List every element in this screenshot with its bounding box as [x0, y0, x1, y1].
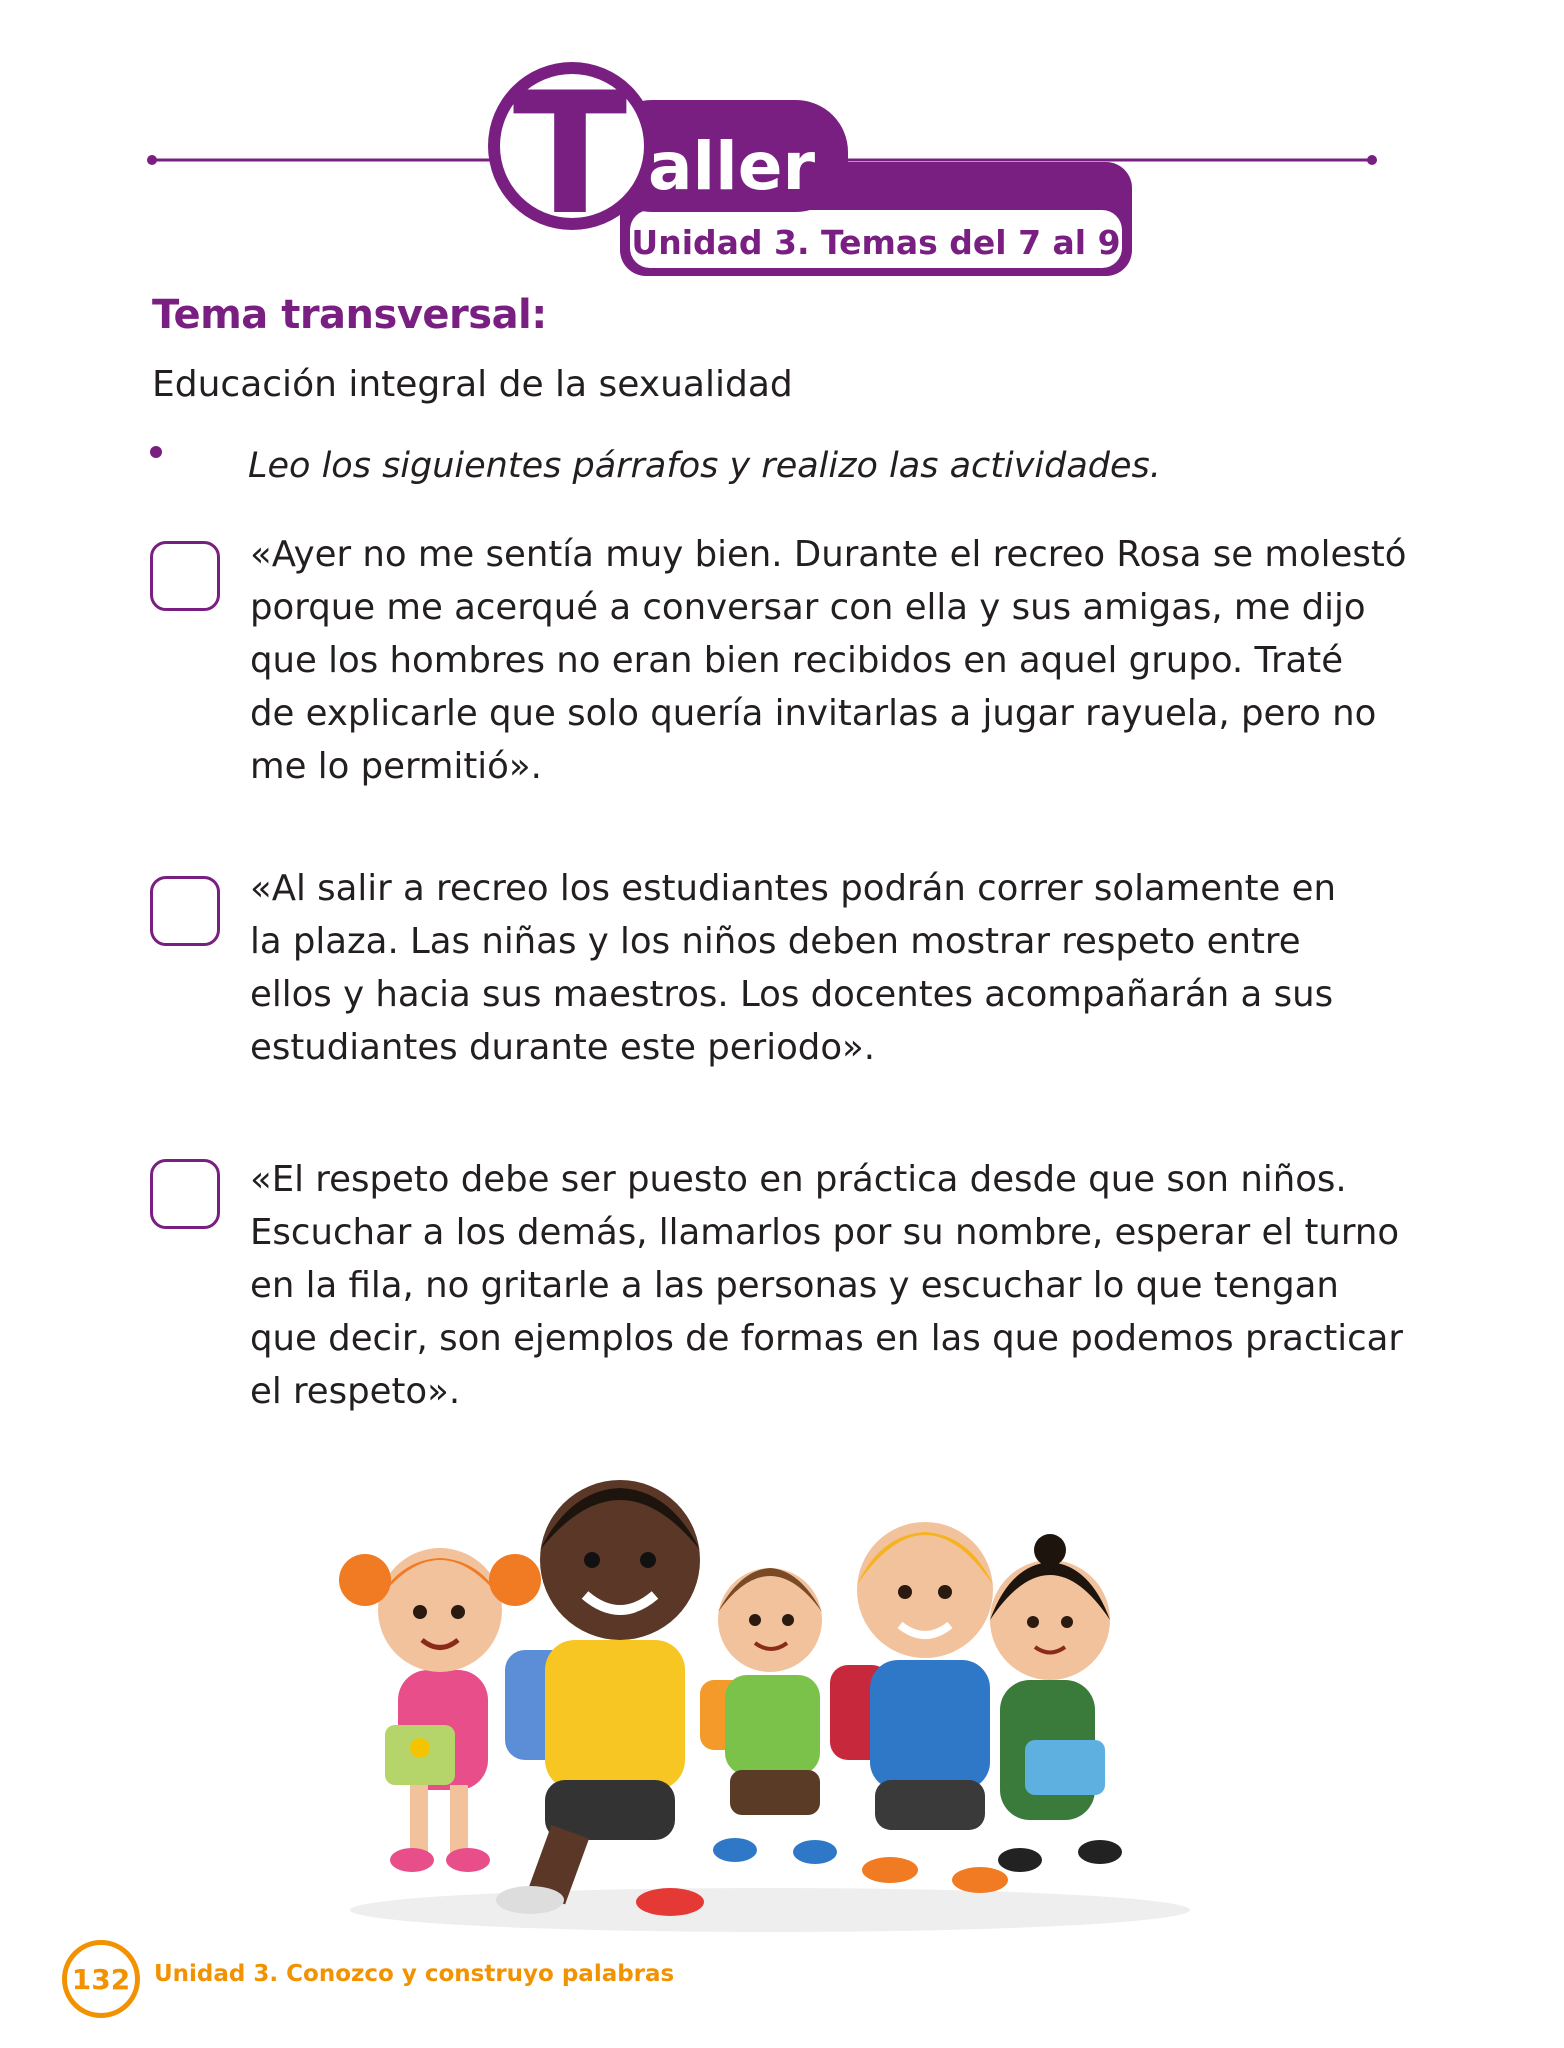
paragraph-3 [250, 1153, 1404, 1418]
paragraph-line: «Ayer no me sentía muy bien. Durante el recreo Rosa se molestó [250, 534, 1407, 575]
page-number-badge [62, 1940, 140, 2018]
section-title: Tema transversal: [152, 292, 547, 338]
page-number: 132 [71, 1962, 131, 1996]
paragraph-line: ellos y hacia sus maestros. Los docentes acompañarán a sus [250, 974, 1334, 1015]
paragraph-3-checkbox[interactable] [150, 1159, 220, 1229]
paragraph-line: porque me acerqué a conversar con ella y sus amigas, me dijo [250, 587, 1366, 628]
bullet-icon [150, 446, 162, 458]
paragraph-1-checkbox[interactable] [150, 541, 220, 611]
paragraph-2-checkbox[interactable] [150, 876, 220, 946]
paragraph-line: estudiantes durante este periodo». [250, 1027, 876, 1068]
instruction-text: Leo los siguientes párrafos y realizo las actividades. [248, 446, 1161, 486]
badge-word: aller [648, 128, 816, 205]
taller-header [0, 0, 1564, 300]
boy-blue-shirt-figure [830, 1522, 1008, 1893]
paragraph-line: el respeto». [250, 1371, 461, 1412]
children-running-illustration [330, 1440, 1230, 1940]
header-subtitle: Unidad 3. Temas del 7 al 9 [631, 223, 1121, 262]
paragraph-line: que decir, son ejemplos de formas en las que podemos practicar [250, 1318, 1404, 1359]
boy-green-shirt-figure [700, 1568, 837, 1864]
paragraph-line: de explicarle que solo quería invitarlas a jugar rayuela, pero no [250, 693, 1377, 734]
paragraph-1 [250, 528, 1407, 793]
paragraph-line: que los hombres no eran bien recibidos en aquel grupo. Traté [250, 640, 1344, 681]
paragraph-2 [250, 862, 1400, 1074]
section-text: Educación integral de la sexualidad [152, 364, 793, 405]
footer-unit-title: Unidad 3. Conozco y construyo palabras [154, 1961, 675, 1987]
rule-dot-left [147, 155, 157, 165]
paragraph-line: Escuchar a los demás, llamarlos por su nombre, esperar el turno [250, 1212, 1400, 1253]
paragraph-line: «El respeto debe ser puesto en práctica desde que son niños. [250, 1159, 1347, 1200]
paragraph-line: me lo permitió». [250, 746, 542, 787]
paragraph-line: en la fila, no gritarle a las personas y escuchar lo que tengan [250, 1265, 1339, 1306]
boy-yellow-shirt-figure [496, 1480, 704, 1916]
girl-dark-hair-figure [990, 1534, 1122, 1872]
badge-letter: T [512, 56, 628, 252]
paragraph-line: «Al salir a recreo los estudiantes podrán correr solamente en [250, 868, 1336, 909]
rule-dot-right [1367, 155, 1377, 165]
paragraph-line: la plaza. Las niñas y los niños deben mostrar respeto entre [250, 921, 1301, 962]
